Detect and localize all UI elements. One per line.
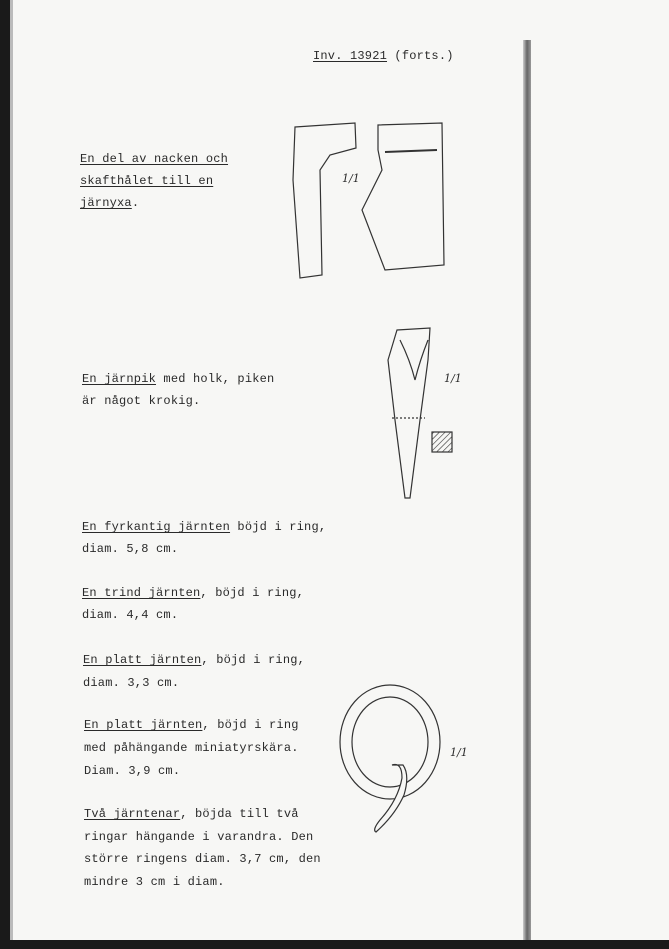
entry-6-line-3: Diam. 3,9 cm. — [84, 764, 181, 778]
iron-pick-drawing — [388, 328, 452, 498]
entry-4-line-2: diam. 4,4 cm. — [82, 608, 179, 622]
continued-label: (forts.) — [387, 49, 454, 63]
entry-4-line-1: En trind järnten, böjd i ring, — [82, 586, 305, 600]
entry-3-line-2: diam. 5,8 cm. — [82, 542, 179, 556]
entry-7-line-4: mindre 3 cm i diam. — [84, 875, 225, 889]
ring-with-sickle-drawing — [340, 685, 440, 832]
entry-1-line-1: En del av nacken och — [80, 152, 229, 166]
entry-7-line-3: större ringens diam. 3,7 cm, den — [84, 852, 321, 866]
entry-1-scale: 1/1 — [342, 172, 360, 185]
entry-2-line-1: En järnpik med holk, piken — [82, 372, 275, 386]
entry-5-line-1: En platt järnten, böjd i ring, — [83, 653, 306, 667]
entry-7-line-1: Två järntenar, böjda till två — [84, 807, 299, 821]
entry-6-line-1: En platt järnten, böjd i ring — [84, 718, 299, 732]
entry-3-line-1: En fyrkantig järnten böjd i ring, — [82, 520, 327, 534]
entry-7-line-2: ringar hängande i varandra. Den — [84, 830, 314, 844]
entry-2-scale: 1/1 — [444, 372, 462, 385]
entry-6-scale: 1/1 — [450, 746, 468, 759]
inventory-number: Inv. 13921 — [313, 49, 388, 63]
entry-1-line-2: skafthålet till en — [80, 174, 214, 188]
entry-5-line-2: diam. 3,3 cm. — [83, 676, 180, 690]
entry-6-line-2: med påhängande miniatyrskära. — [84, 741, 299, 755]
entry-2-line-2: är något krokig. — [82, 394, 201, 408]
entry-1-line-3: järnyxa. — [80, 196, 140, 210]
axe-fragment-drawing — [293, 123, 444, 278]
